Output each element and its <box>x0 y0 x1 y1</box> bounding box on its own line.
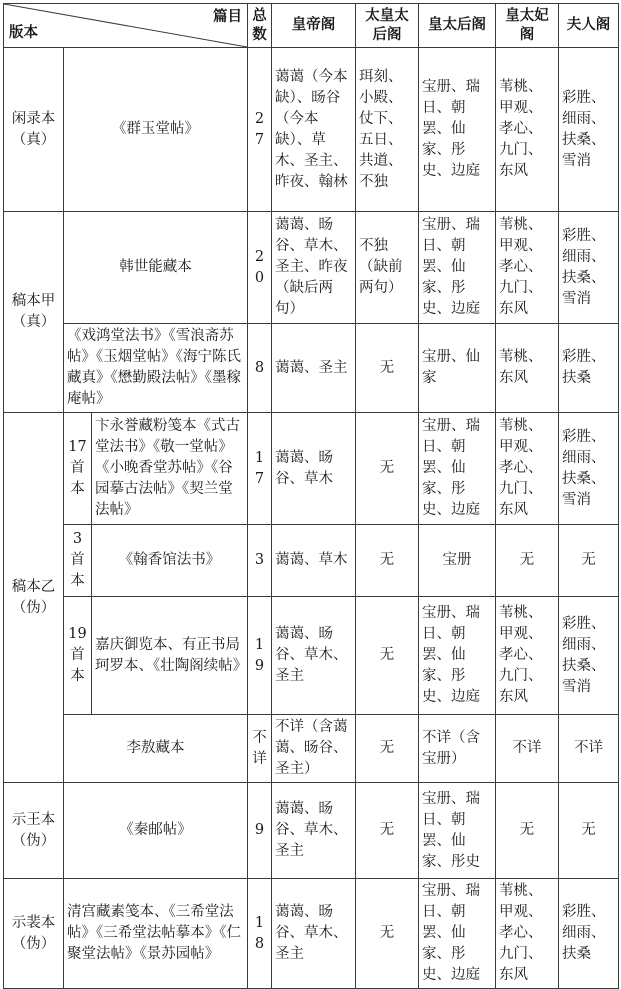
header-col-1: 太皇太后阁 <box>356 4 419 48</box>
cell-furen: 彩胜、细雨、扶桑、雪消 <box>559 413 619 525</box>
source-cell: 韩世能藏本 <box>64 212 248 324</box>
cell-huangtaifei: 苇桃、甲观、孝心、九门、东风 <box>496 879 559 989</box>
cell-huangdi: 蔼蔼（今本缺）、旸谷（今本缺）、草木、圣主、昨夜、翰林 <box>272 48 356 212</box>
cell-huangtaifei: 苇桃、东风 <box>496 324 559 413</box>
table-row <box>4 597 619 715</box>
cell-huangtaihou: 宝册、仙家 <box>419 324 496 413</box>
cell-huangdi: 蔼蔼、旸谷、草木、圣主、昨夜（缺后两句） <box>272 212 356 324</box>
table-row <box>4 212 619 324</box>
header-col-4: 夫人阁 <box>559 4 619 48</box>
cell-taihuangtaihou: 无 <box>356 715 419 783</box>
cell-huangtaifei: 无 <box>496 783 559 879</box>
source-cell: 《秦邮帖》 <box>64 783 248 879</box>
source-cell: 《戏鸿堂法书》《雪浪斋苏帖》《玉烟堂帖》《海宁陈氏藏真》《懋勤殿法帖》《墨稼庵帖》 <box>64 324 248 413</box>
cell-furen: 彩胜、细雨、扶桑、雪消 <box>559 212 619 324</box>
cell-furen: 无 <box>559 783 619 879</box>
cell-huangdi: 蔼蔼、旸谷、草木、圣主 <box>272 783 356 879</box>
sub-count-label: 3首本 <box>64 525 92 597</box>
cell-taihuangtaihou: 无 <box>356 597 419 715</box>
cell-huangtaihou: 宝册、瑞日、朝罢、仙家、彤史、边庭 <box>419 212 496 324</box>
cell-taihuangtaihou: 无 <box>356 783 419 879</box>
table-row <box>4 413 619 525</box>
cell-huangdi: 蔼蔼、草木 <box>272 525 356 597</box>
cell-huangdi: 不详（含蔼蔼、旸谷、圣主） <box>272 715 356 783</box>
cell-furen: 彩胜、细雨、扶桑、雪消 <box>559 597 619 715</box>
group-name: 稿本乙（伪） <box>4 413 64 783</box>
group-name: 示王本（伪） <box>4 783 64 879</box>
header-col-3: 皇太妃阁 <box>496 4 559 48</box>
header-piance: 篇目 <box>213 9 243 25</box>
source-cell: 《群玉堂帖》 <box>64 48 248 212</box>
cell-furen: 无 <box>559 525 619 597</box>
diagonal-line <box>4 4 247 47</box>
count-cell: 9 <box>248 783 272 879</box>
source-cell: 嘉庆御览本、有正书局珂罗本、《壮陶阁续帖》 <box>92 597 248 715</box>
count-cell: 19 <box>248 597 272 715</box>
cell-huangtaihou: 宝册、瑞日、朝罢、仙家、彤史 <box>419 783 496 879</box>
cell-taihuangtaihou: 无 <box>356 413 419 525</box>
cell-huangtaihou: 宝册、瑞日、朝罢、仙家、彤史、边庭 <box>419 413 496 525</box>
cell-furen: 不详 <box>559 715 619 783</box>
cell-huangtaihou: 宝册、瑞日、朝罢、仙家、彤史、边庭 <box>419 597 496 715</box>
cell-huangtaihou: 宝册、瑞日、朝罢、仙家、彤史、边庭 <box>419 879 496 989</box>
cell-furen: 彩胜、细雨、扶桑 <box>559 879 619 989</box>
cell-furen: 彩胜、细雨、扶桑、雪消 <box>559 48 619 212</box>
cell-huangtaifei: 无 <box>496 525 559 597</box>
sub-count-label: 19首本 <box>64 597 92 715</box>
cell-huangtaihou: 宝册 <box>419 525 496 597</box>
table-row <box>4 525 619 597</box>
header-zongshu: 总数 <box>248 4 272 48</box>
table-row <box>4 783 619 879</box>
cell-huangdi: 蔼蔼、旸谷、草木 <box>272 413 356 525</box>
table-row <box>4 48 619 212</box>
count-cell: 27 <box>248 48 272 212</box>
sub-count-label: 17首本 <box>64 413 92 525</box>
cell-taihuangtaihou: 无 <box>356 879 419 989</box>
header-col-2: 皇太后阁 <box>419 4 496 48</box>
header-banben: 版本 <box>9 25 38 41</box>
cell-furen: 彩胜、扶桑 <box>559 324 619 413</box>
group-name: 示裴本（伪） <box>4 879 64 989</box>
cell-huangtaihou: 宝册、瑞日、朝罢、仙家、彤史、边庭 <box>419 48 496 212</box>
group-name: 稿本甲（真） <box>4 212 64 413</box>
count-cell: 17 <box>248 413 272 525</box>
header-col-0: 皇帝阁 <box>272 4 356 48</box>
header-row <box>4 4 619 48</box>
cell-taihuangtaihou: 无 <box>356 324 419 413</box>
cell-huangdi: 蔼蔼、旸谷、草木、圣主 <box>272 879 356 989</box>
group-name: 闲录本（真） <box>4 48 64 212</box>
count-cell: 3 <box>248 525 272 597</box>
cell-huangtaifei: 苇桃、甲观、孝心、九门、东风 <box>496 597 559 715</box>
count-cell: 不详 <box>248 715 272 783</box>
cell-taihuangtaihou: 珥刻、小殿、仗下、五日、共道、不独 <box>356 48 419 212</box>
table-row <box>4 879 619 989</box>
source-cell: 清宫藏素笺本、《三希堂法帖》《三希堂法帖摹本》《仁聚堂法帖》《景苏园帖》 <box>64 879 248 989</box>
cell-huangdi: 蔼蔼、旸谷、草木、圣主 <box>272 597 356 715</box>
cell-huangtaifei: 苇桃、甲观、孝心、九门、东风 <box>496 413 559 525</box>
cell-huangtaifei: 苇桃、甲观、孝心、九门、东风 <box>496 212 559 324</box>
header-diagonal-cell <box>4 4 248 48</box>
source-cell: 卞永誉藏粉笺本《式古堂法书》《敬一堂帖》《小晚香堂苏帖》《谷园摹古法帖》《契兰堂法帖》 <box>92 413 248 525</box>
count-cell: 18 <box>248 879 272 989</box>
cell-huangtaifei: 不详 <box>496 715 559 783</box>
source-cell: 《翰香馆法书》 <box>92 525 248 597</box>
cell-huangtaifei: 苇桃、甲观、孝心、九门、东风 <box>496 48 559 212</box>
cell-huangdi: 蔼蔼、圣主 <box>272 324 356 413</box>
cell-taihuangtaihou: 无 <box>356 525 419 597</box>
cell-taihuangtaihou: 不独（缺前两句） <box>356 212 419 324</box>
cell-huangtaihou: 不详（含宝册） <box>419 715 496 783</box>
count-cell: 20 <box>248 212 272 324</box>
table-row <box>4 324 619 413</box>
count-cell: 8 <box>248 324 272 413</box>
source-cell: 李敖藏本 <box>64 715 248 783</box>
comparison-table <box>3 3 619 989</box>
table-row <box>4 715 619 783</box>
